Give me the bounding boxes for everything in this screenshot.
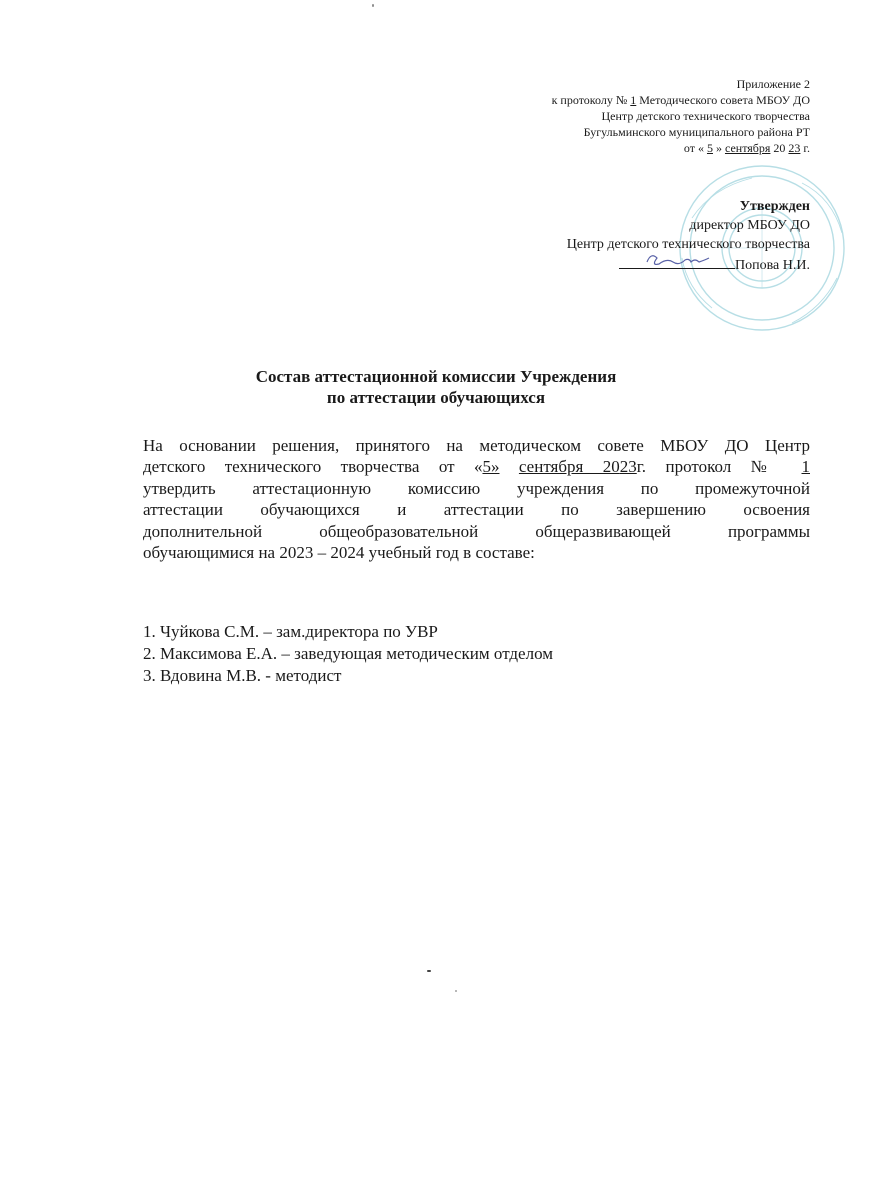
appendix-date: от « 5 » сентября 20 23 г. — [683, 141, 810, 155]
list-item: 3. Вдовина М.В. - методист — [143, 666, 342, 685]
approval-role: директор МБОУ ДО — [689, 218, 810, 233]
document-title — [0, 366, 872, 408]
appendix-line-1: Приложение 2 — [736, 77, 810, 91]
paragraph-line-4: аттестации обучающихся и аттестации по завершению освоения — [143, 500, 810, 520]
appendix-line-4: Бугульминского муниципального района РТ — [583, 125, 810, 139]
paragraph-line-6: обучающимися на 2023 – 2024 учебный год в составе: — [143, 543, 535, 563]
appendix-block — [552, 76, 810, 156]
scan-speck — [455, 990, 457, 992]
scan-speck — [372, 4, 374, 7]
list-item: 2. Максимова Е.А. – заведующая методическим отделом — [143, 644, 554, 663]
title-line-2: по аттестации обучающихся — [326, 388, 546, 407]
approval-org: Центр детского технического творчества — [566, 237, 810, 252]
paragraph-line-3: утвердить аттестационную комиссию учреждения по промежуточной — [143, 478, 810, 498]
appendix-line-2: к протоколу № 1 Методического совета МБОУ ДО — [551, 93, 810, 107]
decision-paragraph — [143, 435, 810, 563]
paragraph-line-5: дополнительной общеобразовательной общеразвивающей программы — [143, 521, 810, 541]
signature-line — [619, 254, 735, 269]
approval-block — [567, 197, 810, 275]
approval-title: Утвержден — [739, 199, 810, 214]
appendix-line-3: Центр детского технического творчества — [601, 109, 810, 123]
paragraph-line-1: На основании решения, принятого на методическом совете МБОУ ДО Центр — [143, 436, 810, 455]
signature-scribble — [619, 248, 735, 270]
list-item: 1. Чуйкова С.М. – зам.директора по УВР — [143, 622, 438, 641]
paragraph-line-2: детского технического творчества от «5» сентября 2023г. протокол № 1 — [143, 457, 810, 477]
title-line-1: Состав аттестационной комиссии Учреждения — [255, 367, 617, 386]
scan-speck — [427, 970, 431, 972]
commission-members-list — [143, 621, 553, 687]
approval-signature-row — [567, 254, 810, 275]
approval-name: Попова Н.И. — [735, 258, 810, 273]
